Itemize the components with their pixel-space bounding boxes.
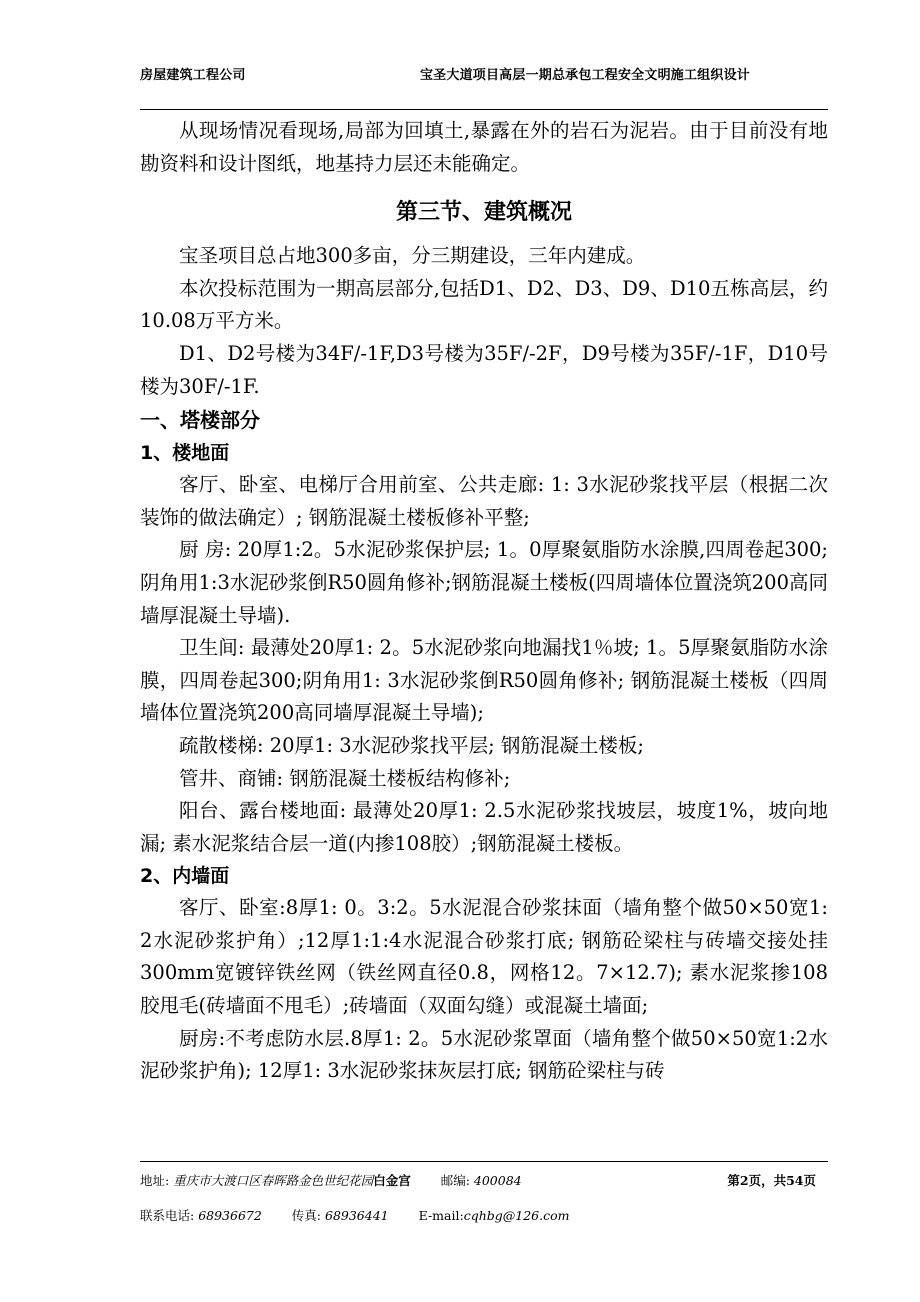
paragraph-area: 宝圣项目总占地300多亩，分三期建设，三年内建成。: [179, 244, 646, 268]
address-label: 地址:: [140, 1173, 170, 1188]
footer-rule: [140, 1161, 828, 1162]
paragraph-wall-living: 客厅、卧室:8厚1: 0。3:2。5水泥混合砂浆抹面（墙角整个做50×50宽1: 2水泥砂浆护角）;12厚1:1:4水泥混合砂浆打底; 钢筋砼梁柱与砖墙交接处挂300mm宽镀锌铁丝网（铁丝网直径0.8，网格12。7×12.7); 素水泥浆掺108胶甩毛(砖墙面不甩毛）;砖墙面（双面勾缝）或混凝土墙面;: [140, 896, 828, 1018]
paragraph-living: 客厅、卧室、电梯厅合用前室、公共走廊: 1: 3水泥砂浆找平层（根据二次装饰的做法确定）; 钢筋混凝土楼板修补平整;: [140, 473, 828, 529]
address-building: 白金宫: [373, 1173, 411, 1188]
footer-address: [140, 1171, 522, 1189]
paragraph-floors: D1、D2号楼为34F/-1F,D3号楼为35F/-2F，D9号楼为35F/-1F，D10号楼为30F/-1F.: [140, 341, 828, 398]
postcode-label: 邮编:: [440, 1173, 470, 1188]
address-value: 重庆市大渡口区春晖路金色世纪花园: [173, 1173, 374, 1188]
paragraph-balcony: 阳台、露台楼地面: 最薄处20厚1: 2.5水泥砂浆找坡层，坡度1%，坡向地漏; 素水泥浆结合层一道(内掺108胶）;钢筋混凝土楼板。: [140, 799, 828, 855]
paragraph-shaft: 管井、商铺: 钢筋混凝土楼板结构修补;: [179, 766, 511, 790]
tel-label: 联系电话:: [140, 1208, 195, 1223]
paragraph-stairs: 疏散楼梯: 20厚1: 3水泥砂浆找平层; 钢筋混凝土楼板;: [179, 733, 645, 757]
heading-wall: 2、内墙面: [140, 865, 230, 888]
section-title: 第三节、建筑概况: [395, 200, 572, 226]
header-rule: [140, 109, 828, 110]
fax-label: 传真:: [291, 1208, 322, 1223]
paragraph-scope: 本次投标范围为一期高层部分,包括D1、D2、D3、D9、D10五栋高层，约10.08万平方米。: [140, 276, 828, 333]
footer-contact: [140, 1206, 569, 1224]
tel-value: 68936672: [198, 1208, 262, 1223]
header-company: 房屋建筑工程公司: [140, 68, 246, 83]
paragraph-site: 从现场情况看现场,局部为回填土,暴露在外的岩石为泥岩。由于目前没有地勘资料和设计图纸，地基持力层还未能确定。: [140, 119, 828, 175]
email-value: cqhbg@126.com: [463, 1208, 570, 1223]
paragraph-wall-kitchen: 厨房:不考虑防水层.8厚1: 2。5水泥砂浆罩面（墙角整个做50×50宽1:2水泥砂浆护角); 12厚1: 3水泥砂浆抹灰层打底; 钢筋砼梁柱与砖: [140, 1026, 828, 1083]
header-doc-title: 宝圣大道项目高层一期总承包工程安全文明施工组织设计: [419, 68, 750, 83]
paragraph-kitchen: 厨 房: 20厚1:2。5水泥砂浆保护层; 1。0厚聚氨脂防水涂膜,四周卷起300;阴角用1:3水泥砂浆倒R50圆角修补;钢筋混凝土楼板(四周墙体位置浇筑200高同墙厚混凝土导墙).: [140, 538, 828, 627]
fax-value: 68936441: [325, 1208, 389, 1223]
paragraph-bath: 卫生间: 最薄处20厚1: 2。5水泥砂浆向地漏找1％坡; 1。5厚聚氨脂防水涂膜，四周卷起300;阴角用1: 3水泥砂浆倒R50圆角修补; 钢筋混凝土楼板（四周墙体位置浇筑200高同墙厚混凝土导墙);: [140, 636, 828, 725]
document-body: [140, 115, 828, 1088]
page-number: 第2页，共54页: [727, 1173, 816, 1188]
heading-tower: 一、塔楼部分: [140, 408, 260, 433]
email-label: E-mail:: [418, 1208, 464, 1223]
postcode-value: 400084: [473, 1173, 522, 1188]
heading-floor: 1、楼地面: [140, 442, 230, 465]
